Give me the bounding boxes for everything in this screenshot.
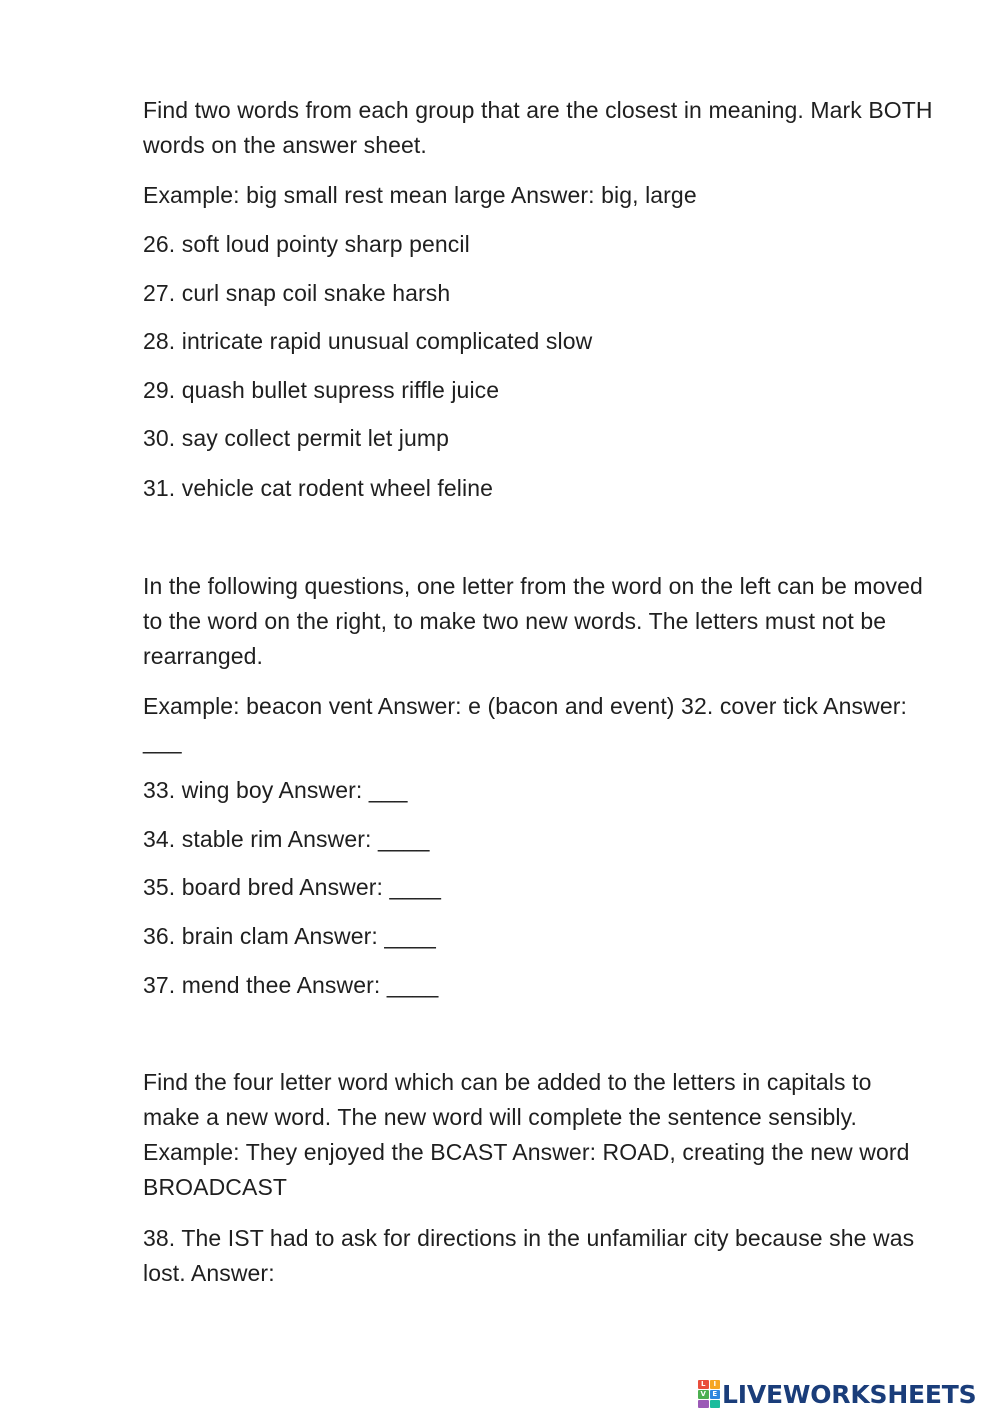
section2-instructions: In the following questions, one letter from the word on the left can be moved to the word on the right, to make two new words. The letters must not be rearranged. bbox=[143, 573, 923, 669]
section3-instructions: Find the four letter word which can be added to the letters in capitals to make a new word. The new word will complete the sentence sensibly. Example: They enjoyed the BCAST Answer: ROAD, creating the new word BROADCAST bbox=[143, 1069, 910, 1200]
badge-cell bbox=[698, 1400, 709, 1408]
section1-example: Example: big small rest mean large Answer: big, large bbox=[143, 182, 697, 208]
badge-cell: L bbox=[698, 1380, 709, 1389]
question-31: 31. vehicle cat rodent wheel feline bbox=[143, 475, 493, 501]
question-27: 27. curl snap coil snake harsh bbox=[143, 280, 451, 306]
liveworksheets-badge-icon bbox=[698, 1380, 720, 1408]
question-28: 28. intricate rapid unusual complicated slow bbox=[143, 328, 593, 354]
question-34: 34. stable rim Answer: ____ bbox=[143, 826, 430, 852]
question-38: 38. The IST had to ask for directions in the unfamiliar city because she was lost. Answer: bbox=[143, 1225, 915, 1286]
question-37: 37. mend thee Answer: ____ bbox=[143, 972, 439, 998]
question-26: 26. soft loud pointy sharp pencil bbox=[143, 231, 470, 257]
liveworksheets-logo bbox=[698, 1377, 976, 1411]
logo-text: LIVEWORKSHEETS bbox=[722, 1379, 977, 1409]
section1-instructions: Find two words from each group that are the closest in meaning. Mark BOTH words on the answer sheet. bbox=[143, 97, 933, 158]
section2-example: Example: beacon vent Answer: e (bacon and event) 32. cover tick Answer: ___ bbox=[143, 693, 907, 754]
badge-cell: V bbox=[698, 1390, 709, 1399]
question-30: 30. say collect permit let jump bbox=[143, 425, 450, 451]
badge-cell bbox=[710, 1400, 721, 1408]
question-35: 35. board bred Answer: ____ bbox=[143, 874, 442, 900]
question-29: 29. quash bullet supress riffle juice bbox=[143, 377, 500, 403]
badge-cell: E bbox=[710, 1390, 721, 1399]
question-33: 33. wing boy Answer: ___ bbox=[143, 777, 408, 803]
question-36: 36. brain clam Answer: ____ bbox=[143, 923, 436, 949]
badge-cell: I bbox=[710, 1380, 721, 1389]
